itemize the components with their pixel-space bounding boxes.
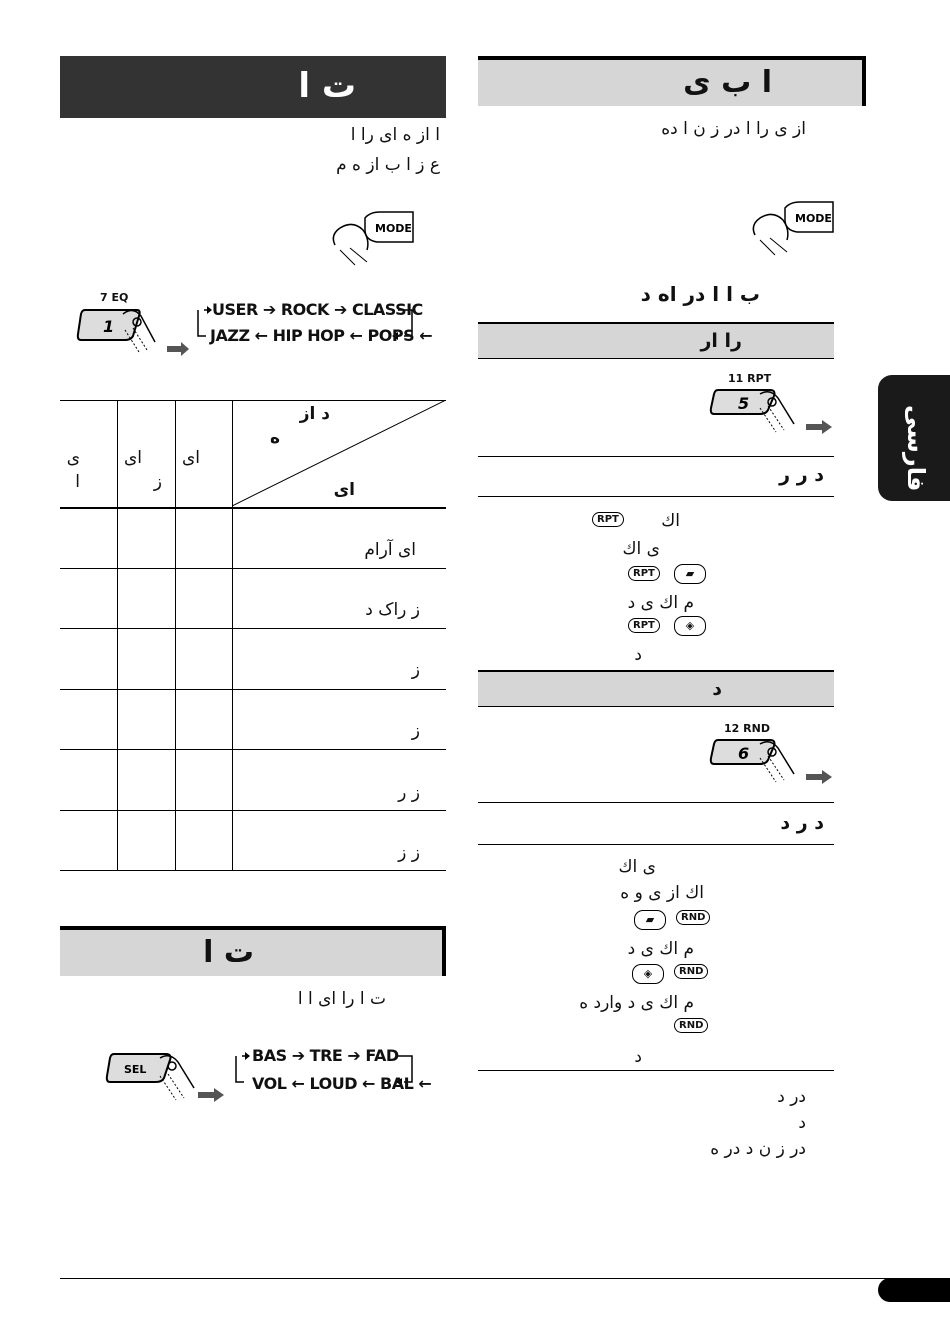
page-number-pill xyxy=(878,1278,950,1302)
rpt-button-number: 5 xyxy=(738,394,750,413)
disc-icon: ◈ xyxy=(674,616,706,636)
rpt-pill-3: RPT xyxy=(628,618,660,633)
rnd-button-number: 6 xyxy=(738,744,750,763)
eq-text-line1: ا از ه ای را ا xyxy=(350,125,440,145)
table-row-1: ای آرام xyxy=(364,540,416,560)
eq-section-title: ت ا xyxy=(298,66,356,106)
eq-mode-user: USER xyxy=(212,300,258,319)
eq-mode-rock: ROCK xyxy=(280,300,329,319)
random-header xyxy=(478,670,834,707)
table-row-6: ز ز xyxy=(398,843,420,863)
random-options xyxy=(478,852,834,1067)
mode-button-illustration xyxy=(325,210,420,270)
mode-label: MODE xyxy=(375,222,412,235)
language-tab-label: فارسی xyxy=(902,405,930,492)
sel-mode-bal: BAL xyxy=(380,1074,414,1093)
table-row-5: ز ر xyxy=(398,783,420,803)
playback-text: از ی را ا در ز ن ا ده xyxy=(661,119,806,139)
language-tab xyxy=(878,375,950,501)
rnd-button[interactable] xyxy=(708,734,838,792)
rnd-pill-1: RND xyxy=(676,910,710,925)
table-col2-line2: ز xyxy=(153,472,162,492)
random-line-1: ی اك xyxy=(618,857,656,877)
repeat-line-4: د xyxy=(634,645,642,665)
eq-text-line2: ع ز ا ب از ه م xyxy=(336,155,440,175)
repeat-line-2: ی اك xyxy=(622,539,660,559)
table-header-bottom: ای xyxy=(333,480,355,500)
mode-button-illustration-right xyxy=(745,200,840,260)
table-col1: ای xyxy=(181,448,200,468)
random-table-header: د ر د xyxy=(780,812,824,834)
rpt-button-label: 11 RPT xyxy=(728,372,772,385)
table-header-top: د از xyxy=(299,404,330,424)
rnd-pill-2: RND xyxy=(674,964,708,979)
folder-icon: ▰ xyxy=(674,564,706,584)
footer-line-3: در ز ن د در ه xyxy=(710,1139,806,1159)
rpt-pill-2: RPT xyxy=(628,566,660,581)
table-row-2: ز راک د xyxy=(365,600,420,620)
folder-icon-2: ▰ xyxy=(634,910,666,930)
mode-label-right: MODE xyxy=(795,212,832,225)
eq-mode-cycle: USER ➔ ROCK ➔ CLASSIC JAZZ ← HIP HOP ← POPS ← xyxy=(190,298,420,348)
table-col3-line1: ی xyxy=(66,448,80,468)
table-row-3: ز xyxy=(411,660,420,680)
table-row-4: ز xyxy=(411,721,420,741)
sel-mode-tre: TRE xyxy=(309,1046,343,1065)
rpt-pill-1: RPT xyxy=(592,512,624,527)
sel-mode-loud: LOUD xyxy=(309,1074,357,1093)
sound-section-title: ت ا xyxy=(203,935,254,970)
repeat-line-3: م اك ی د xyxy=(627,593,694,613)
sound-text: ت ا را ای ا ا xyxy=(297,989,386,1009)
rnd-button-label: 12 RND xyxy=(724,722,770,735)
playback-section-header xyxy=(478,56,866,106)
repeat-options xyxy=(478,506,834,666)
sel-button[interactable] xyxy=(104,1048,234,1110)
random-line-5: د xyxy=(634,1047,642,1067)
sel-mode-bas: BAS xyxy=(252,1046,287,1065)
repeat-line-1: اك xyxy=(661,511,680,531)
sel-mode-fad: FAD xyxy=(365,1046,399,1065)
footer-line-2: د xyxy=(798,1113,806,1133)
eq-mode-jazz: JAZZ xyxy=(210,326,250,345)
random-line-2: اك از ی و ه xyxy=(620,883,704,903)
playback-section-title: ا ب ی xyxy=(683,65,772,100)
sound-section-header xyxy=(60,926,446,976)
sel-mode-vol: VOL xyxy=(252,1074,287,1093)
eq-button-number: 1 xyxy=(103,317,115,336)
table-col3-line2: ا xyxy=(75,472,80,492)
random-line-4: م اك ی د وارد ه xyxy=(579,993,694,1013)
sel-label: SEL xyxy=(124,1063,147,1076)
rpt-button[interactable] xyxy=(708,384,838,442)
footer-line-1: در د xyxy=(777,1087,806,1107)
eq-mode-hiphop: HIP HOP xyxy=(272,326,345,345)
eq-button-label: 7 EQ xyxy=(100,291,129,304)
playback-subtitle: ب ا ا در اه د xyxy=(640,282,760,306)
eq-section-header xyxy=(60,56,446,118)
sel-mode-cycle: BAS ➔ TRE ➔ FAD VOL ← LOUD ← BAL ← xyxy=(228,1044,428,1094)
table-col2-line1: ای xyxy=(123,448,142,468)
eq-mode-pops: POPS xyxy=(367,326,415,345)
random-line-3: م اك ی د xyxy=(627,939,694,959)
rnd-pill-3: RND xyxy=(674,1018,708,1033)
disc-icon-2: ◈ xyxy=(632,964,664,984)
table-header-mid: ه xyxy=(269,428,280,448)
repeat-title: را ار xyxy=(700,330,742,352)
random-title: د xyxy=(712,678,722,700)
repeat-header xyxy=(478,322,834,359)
eq-mode-classic: CLASSIC xyxy=(351,300,423,319)
eq-button[interactable] xyxy=(75,302,195,362)
repeat-table-header: د ر ر xyxy=(779,464,824,486)
